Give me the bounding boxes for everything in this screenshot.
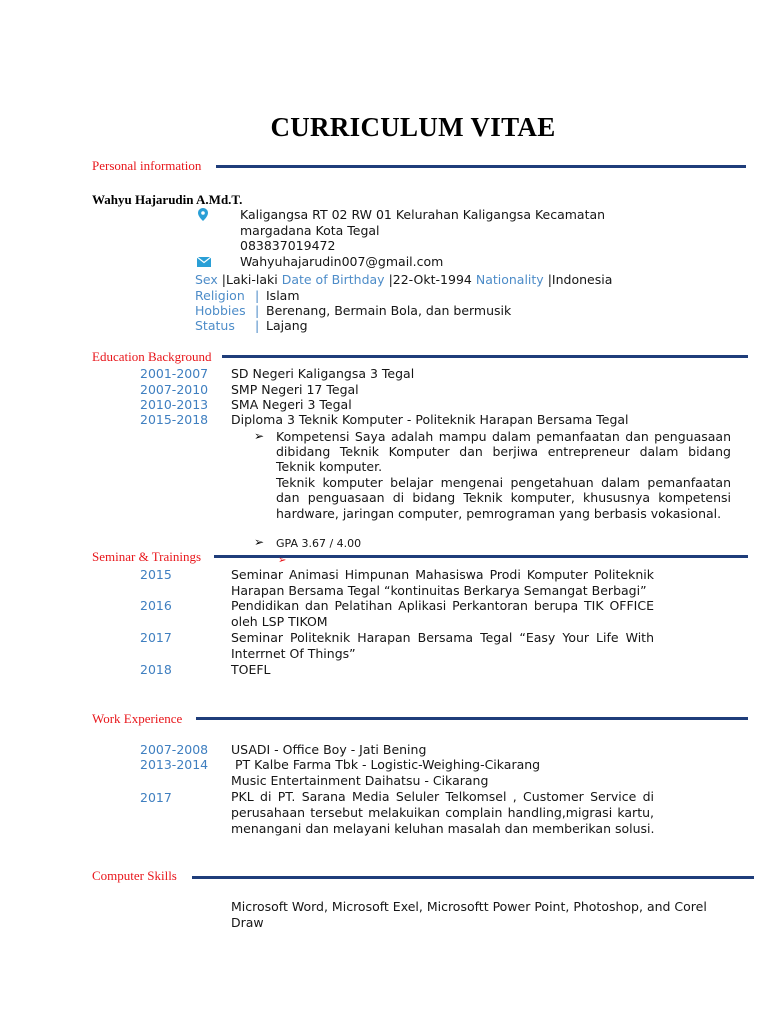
nationality-label: Nationality: [475, 272, 544, 287]
section-rule-seminar: [214, 555, 748, 558]
gpa-value: GPA 3.67 / 4.00: [276, 537, 362, 550]
section-heading-personal: Personal information: [92, 158, 202, 173]
separator: |: [547, 272, 552, 287]
section-rule-skills: [192, 876, 754, 879]
phone-number: 083837019472: [240, 238, 336, 253]
full-name: Wahyu Hajarudin A.Md.T.: [92, 192, 243, 207]
envelope-icon: [197, 257, 211, 267]
education-school: SMA Negeri 3 Tegal: [231, 397, 352, 412]
section-heading-work: Work Experience: [92, 711, 183, 726]
separator: |: [255, 303, 260, 318]
work-line: menangani dan melayani keluhan masalah dan memberikan solusi.: [231, 821, 655, 836]
location-pin-icon: [198, 208, 208, 221]
competence-line: dan penguasaan di bidang Teknik komputer, khususnya kompetensi: [276, 490, 731, 505]
education-school: Diploma 3 Teknik Komputer - Politeknik Harapan Bersama Tegal: [231, 412, 629, 427]
bullet-arrow: ➢: [254, 429, 265, 443]
dob-label: Date of Birthday: [281, 272, 385, 287]
page-title: CURRICULUM VITAE: [270, 112, 556, 142]
work-line: USADI - Office Boy - Jati Bening: [231, 742, 427, 757]
religion-value: Islam: [266, 288, 300, 303]
status-value: Lajang: [266, 318, 308, 333]
seminar-line: Pendidikan dan Pelatihan Aplikasi Perkantoran berupa TIK OFFICE: [231, 598, 654, 613]
seminar-line: Harapan Bersama Tegal “kontinuitas Berkarya Semangat Berbagi”: [231, 583, 647, 598]
separator: |: [255, 318, 260, 333]
skills-line: Microsoft Word, Microsoft Exel, Microsoftt Power Point, Photoshop, and Corel: [231, 899, 707, 914]
work-line: PKL di PT. Sarana Media Seluler Telkomsel , Customer Service di: [231, 789, 654, 804]
status-label: Status: [195, 318, 235, 333]
sex-label: Sex: [195, 272, 218, 287]
competence-line: Kompetensi Saya adalah mampu dalam pemanfaatan dan penguasaan: [276, 429, 731, 444]
seminar-year: 2018: [140, 662, 172, 677]
seminar-line: TOEFL: [231, 662, 271, 677]
work-line: perusahaan tersebut melakuikan complain handling,migrasi kartu,: [231, 805, 654, 820]
work-years: 2013-2014: [140, 757, 209, 772]
competence-line: Teknik komputer.: [276, 459, 383, 474]
seminar-year: 2016: [140, 598, 172, 613]
seminar-line: Seminar Politeknik Harapan Bersama Tegal “Easy Your Life With: [231, 630, 654, 645]
seminar-line: Seminar Animasi Himpunan Mahasiswa Prodi Komputer Politeknik: [231, 567, 654, 582]
separator: |: [255, 288, 260, 303]
seminar-year: 2017: [140, 630, 172, 645]
dob-value: 22-Okt-1994: [392, 272, 472, 287]
competence-line: Teknik komputer belajar mengenai pengetahuan dalam pemanfaatan: [276, 475, 731, 490]
bullet-arrow: ➢: [254, 535, 265, 549]
education-year: 2010-2013: [140, 397, 209, 412]
bullet-arrow: ➢: [278, 555, 287, 566]
education-year: 2001-2007: [140, 366, 209, 381]
education-year: 2015-2018: [140, 412, 209, 427]
seminar-line: Interrnet Of Things”: [231, 646, 356, 661]
separator: |: [388, 272, 393, 287]
personal-row-identity: [195, 272, 612, 288]
email-address[interactable]: Wahyuhajarudin007@gmail.com: [240, 254, 444, 269]
education-school: SMP Negeri 17 Tegal: [231, 382, 359, 397]
seminar-line: oleh LSP TIKOM: [231, 614, 328, 629]
seminar-year: 2015: [140, 567, 172, 582]
address-line-2: margadana Kota Tegal: [240, 223, 380, 238]
section-rule-education: [222, 355, 748, 358]
work-years: 2007-2008: [140, 742, 209, 757]
section-heading-seminar: Seminar & Trainings: [92, 549, 202, 564]
work-line: PT Kalbe Farma Tbk - Logistic-Weighing-Cikarang: [231, 757, 541, 772]
competence-line: hardware, jaringan computer, pemrograman yang berbasis vokasional.: [276, 506, 722, 521]
address-line-1: Kaligangsa RT 02 RW 01 Kelurahan Kaligangsa Kecamatan: [240, 207, 606, 222]
hobbies-label: Hobbies: [195, 303, 246, 318]
work-years: 2017: [140, 790, 172, 805]
section-rule-work: [196, 717, 748, 720]
education-year: 2007-2010: [140, 382, 209, 397]
section-heading-education: Education Background: [92, 349, 212, 364]
education-school: SD Negeri Kaligangsa 3 Tegal: [231, 366, 415, 381]
work-line: Music Entertainment Daihatsu - Cikarang: [231, 773, 489, 788]
sex-value: Laki-laki: [226, 272, 278, 287]
nationality-value: Indonesia: [551, 272, 613, 287]
competence-line: dibidang Teknik Komputer dan berjiwa entrepreneur dalam bidang: [276, 444, 731, 459]
section-heading-skills: Computer Skills: [92, 868, 177, 883]
skills-line: Draw: [231, 915, 264, 930]
section-rule-personal: [216, 165, 746, 168]
religion-label: Religion: [195, 288, 245, 303]
hobbies-value: Berenang, Bermain Bola, dan bermusik: [266, 303, 512, 318]
separator: |: [221, 272, 227, 287]
